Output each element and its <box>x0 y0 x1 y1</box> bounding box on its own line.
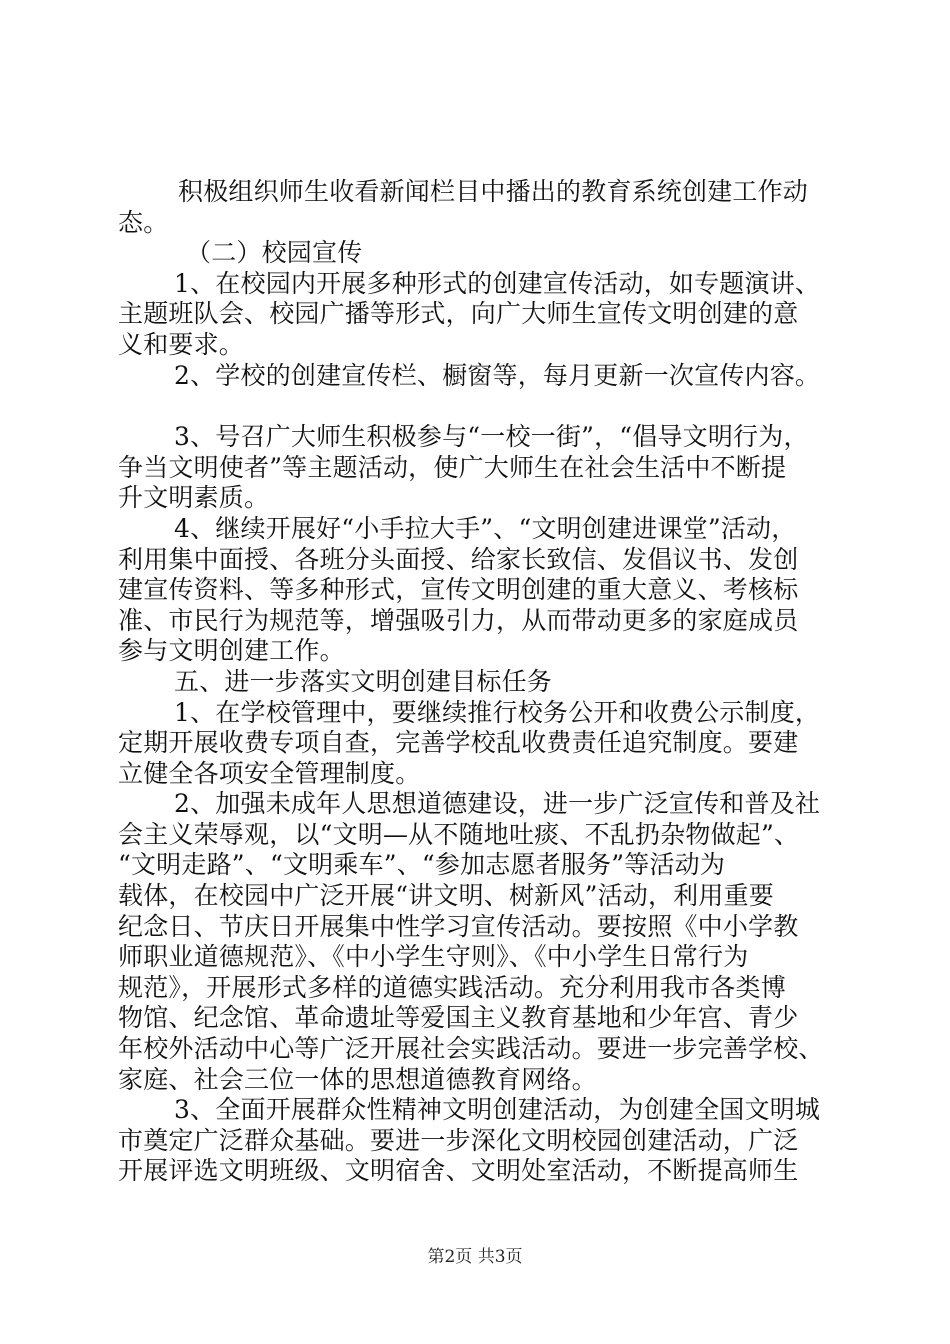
text-line: 态。 <box>118 207 169 237</box>
section-heading: 五、进一步落实文明创建目标任务 <box>174 666 553 696</box>
text-line: 升文明素质。 <box>118 483 270 513</box>
text-line: 准、市民行为规范等，增强吸引力，从而带动更多的家庭成员 <box>118 605 799 635</box>
text-line: 开展评选文明班级、文明宿舍、文明处室活动，不断提高师生 <box>118 1156 799 1186</box>
text-line: 争当文明使者”等主题活动，使广大师生在社会生活中不断提 <box>118 452 787 482</box>
paragraph-gap <box>118 391 830 422</box>
document-body <box>118 177 830 1187</box>
text-line: 3、号召广大师生积极参与“一校一街”，“倡导文明行为， <box>174 422 809 452</box>
text-line: 2、学校的创建宣传栏、橱窗等，每月更新一次宣传内容。 <box>174 360 821 390</box>
text-line: 定期开展收费专项自查，完善学校乱收费责任追究制度。要建 <box>118 728 799 758</box>
text-line: 主题班队会、校园广播等形式，向广大师生宣传文明创建的意 <box>118 299 799 329</box>
text-line: “文明走路”、“文明乘车”、“参加志愿者服务”等活动为 <box>118 850 726 880</box>
text-line: 家庭、社会三位一体的思想道德教育网络。 <box>118 1064 597 1094</box>
text-line: 年校外活动中心等广泛开展社会实践活动。要进一步完善学校、 <box>118 1034 824 1064</box>
text-line: 物馆、纪念馆、革命遗址等爱国主义教育基地和少年宫、青少 <box>118 1003 799 1033</box>
text-line: 义和要求。 <box>118 329 245 359</box>
text-line: 载体，在校园中广泛开展“讲文明、树新风”活动，利用重要 <box>118 881 774 911</box>
text-line: 规范》，开展形式多样的道德实践活动。充分利用我市各类博 <box>118 972 786 1002</box>
text-line: 利用集中面授、各班分头面授、给家长致信、发倡议书、发创 <box>118 544 799 574</box>
text-line: 3、全面开展群众性精神文明创建活动，为创建全国文明城 <box>174 1095 821 1125</box>
text-line: 1、在学校管理中，要继续推行校务公开和收费公示制度， <box>174 697 821 727</box>
text-line: 积极组织师生收看新闻栏目中播出的教育系统创建工作动 <box>178 177 809 206</box>
text-line: 纪念日、节庆日开展集中性学习宣传活动。要按照《中小学教 <box>118 911 799 941</box>
text-line: 1、在校园内开展多种形式的创建宣传活动，如专题演讲、 <box>174 268 821 298</box>
page-footer: 第2页 共3页 <box>427 1247 523 1267</box>
text-line: 立健全各项安全管理制度。 <box>118 758 421 788</box>
text-line: 师职业道德规范》、《中小学生守则》、《中小学生日常行为 <box>118 942 749 972</box>
section-heading: （二）校园宣传 <box>186 238 363 268</box>
text-line: 参与文明创建工作。 <box>118 636 345 666</box>
text-line: 2、加强未成年人思想道德建设，进一步广泛宣传和普及社 <box>174 789 821 819</box>
text-line: 市奠定广泛群众基础。要进一步深化文明校园创建活动，广泛 <box>118 1125 799 1155</box>
text-line: 会主义荣辱观，以“文明—从不随地吐痰、不乱扔杂物做起”、 <box>118 819 800 849</box>
text-line: 建宣传资料、等多种形式，宣传文明创建的重大意义、考核标 <box>118 575 799 605</box>
text-line: 4、继续开展好“小手拉大手”、“文明创建进课堂”活动， <box>174 513 797 543</box>
